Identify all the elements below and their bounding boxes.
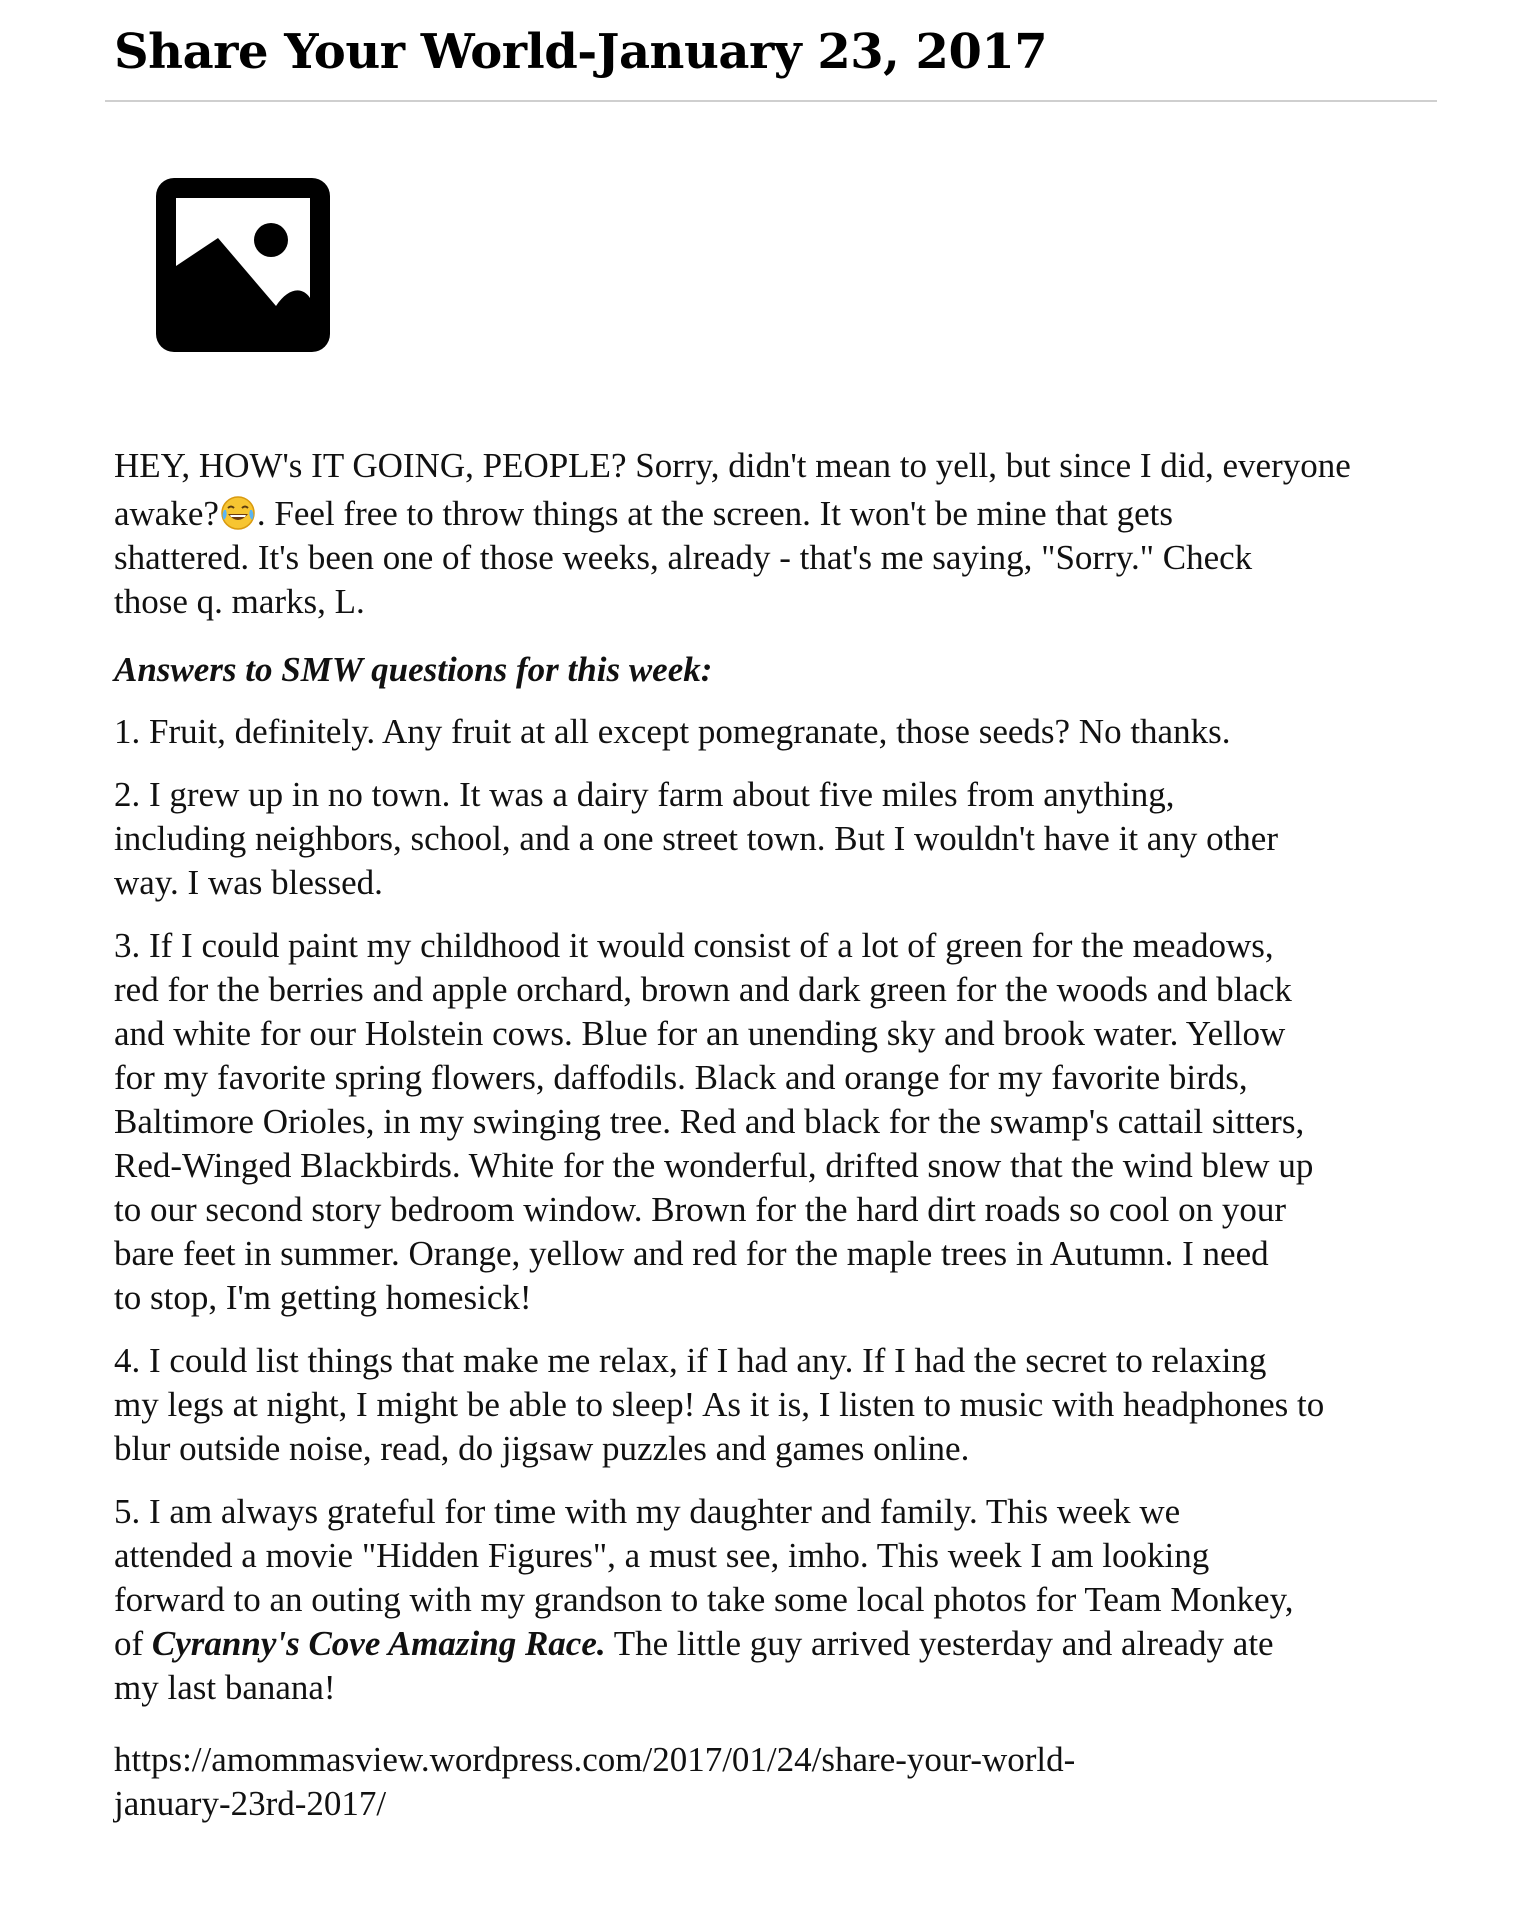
source-url-line-1[interactable]: https://amommasview.wordpress.com/2017/01/24/share-your-world-	[114, 1740, 1076, 1779]
answer-3-line: Baltimore Orioles, in my swinging tree. Red and black for the swamp's cattail sitters,	[114, 1102, 1305, 1141]
answer-4-line: blur outside noise, read, do jigsaw puzzles and games online.	[114, 1429, 970, 1468]
answer-3-line: bare feet in summer. Orange, yellow and red for the maple trees in Autumn. I need	[114, 1234, 1269, 1273]
answer-4	[114, 1339, 1439, 1471]
answer-3-line: and white for our Holstein cows. Blue for an unending sky and brook water. Yellow	[114, 1014, 1286, 1053]
source-url[interactable]	[114, 1738, 1439, 1826]
post-body	[114, 444, 1439, 1845]
intro-line-2-end: . Feel free to throw things at the screen. It won't be mine that gets	[256, 494, 1173, 533]
intro-paragraph	[114, 444, 1439, 624]
answer-5-line: attended a movie "Hidden Figures", a must see, imho. This week I am looking	[114, 1536, 1210, 1575]
answer-2-line: 2. I grew up in no town. It was a dairy farm about five miles from anything,	[114, 775, 1175, 814]
answer-2-line: way. I was blessed.	[114, 863, 383, 902]
answer-3-line: to our second story bedroom window. Brown for the hard dirt roads so cool on your	[114, 1190, 1286, 1229]
intro-line-2-start: awake?	[114, 494, 219, 533]
answer-3-line: Red-Winged Blackbirds. White for the wonderful, drifted snow that the wind blew up	[114, 1146, 1314, 1185]
amazing-race-title: Cyranny's Cove Amazing Race.	[151, 1624, 606, 1663]
source-url-line-2[interactable]: january-23rd-2017/	[114, 1784, 387, 1823]
answer-1-line: 1. Fruit, definitely. Any fruit at all except pomegranate, those seeds? No thanks.	[114, 712, 1231, 751]
title-divider	[105, 100, 1437, 102]
post-title: Share Your World-January 23, 2017	[114, 24, 1048, 80]
image-placeholder-icon[interactable]	[156, 178, 330, 352]
answer-3-line: red for the berries and apple orchard, brown and dark green for the woods and black	[114, 970, 1292, 1009]
answer-3-line: to stop, I'm getting homesick!	[114, 1278, 532, 1317]
answer-5-line-4-suffix: The little guy arrived yesterday and already ate	[605, 1624, 1274, 1663]
answer-3-line: 3. If I could paint my childhood it would consist of a lot of green for the meadows,	[114, 926, 1274, 965]
answer-2-line: including neighbors, school, and a one street town. But I wouldn't have it any other	[114, 819, 1278, 858]
answers-heading: Answers to SMW questions for this week:	[114, 650, 713, 689]
answer-3-line: for my favorite spring flowers, daffodils. Black and orange for my favorite birds,	[114, 1058, 1248, 1097]
answer-5-line-4	[114, 1622, 1439, 1666]
answer-3	[114, 924, 1439, 1320]
answer-1	[114, 710, 1439, 754]
answer-4-line: my legs at night, I might be able to sleep! As it is, I listen to music with headphones to	[114, 1385, 1325, 1424]
intro-line-1: HEY, HOW's IT GOING, PEOPLE? Sorry, didn't mean to yell, but since I did, everyone	[114, 446, 1351, 485]
answer-5-line: forward to an outing with my grandson to take some local photos for Team Monkey,	[114, 1580, 1294, 1619]
intro-line-2	[114, 492, 1439, 536]
answer-5-line-5: my last banana!	[114, 1668, 336, 1707]
tears-of-joy-emoji-icon	[219, 494, 257, 532]
answer-5	[114, 1490, 1439, 1710]
answer-4-line: 4. I could list things that make me relax, if I had any. If I had the secret to relaxing	[114, 1341, 1267, 1380]
answer-5-line-4-prefix: of	[114, 1624, 152, 1663]
answer-5-line: 5. I am always grateful for time with my daughter and family. This week we	[114, 1492, 1181, 1531]
intro-line-4: those q. marks, L.	[114, 582, 365, 621]
answer-2	[114, 773, 1439, 905]
intro-line-3: shattered. It's been one of those weeks, already - that's me saying, "Sorry." Check	[114, 538, 1253, 577]
